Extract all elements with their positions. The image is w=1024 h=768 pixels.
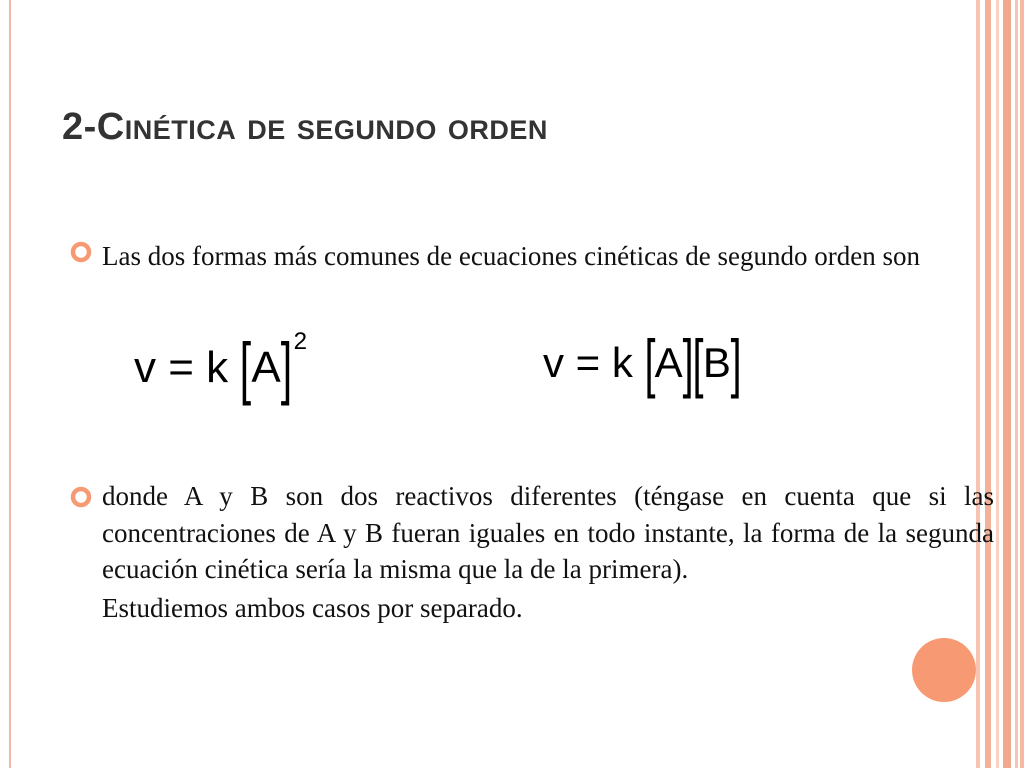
- bracket-close: ]: [682, 326, 694, 399]
- equation-lhs: v = k: [134, 343, 229, 393]
- bullet-ring-icon: [70, 241, 92, 263]
- bracket-open: [: [240, 330, 252, 406]
- bracket-close: ]: [280, 330, 292, 406]
- equation-species-a: A: [654, 338, 683, 386]
- bracket-open: [: [644, 326, 656, 399]
- equation-species-b: B: [702, 338, 731, 386]
- bracket-close: ]: [730, 326, 742, 399]
- equation-species-a: A: [251, 343, 281, 393]
- equation-lhs: v = k: [543, 338, 633, 386]
- equation-exponent: 2: [293, 328, 308, 355]
- bullet-text-2: [102, 478, 994, 626]
- decorative-orange-circle: [912, 638, 976, 702]
- bracket-open: [: [692, 326, 704, 399]
- bullet-item-1: [70, 232, 994, 280]
- bullet-text-2-body: donde A y B son dos reactivos diferentes (téngase en cuenta que si las concentraciones de A y B fueran iguales en todo instante, la forma de la segunda ecuación cinética sería la misma que la de la primera).: [102, 481, 994, 584]
- bullet-item-2: [70, 478, 994, 626]
- bullet-ring-icon: [70, 486, 92, 508]
- equation-rate-law-a-b: [543, 326, 742, 399]
- left-border-line: [9, 0, 11, 768]
- equation-rate-law-a-squared: [134, 328, 308, 406]
- right-stripe-decoration: [976, 0, 1024, 768]
- slide-title: 2-Cinética de segundo orden: [62, 106, 548, 148]
- bullet-text-1: Las dos formas más comunes de ecuaciones cinéticas de segundo orden son: [102, 241, 921, 271]
- bullet-text-2-closing: Estudiemos ambos casos por separado.: [102, 592, 523, 623]
